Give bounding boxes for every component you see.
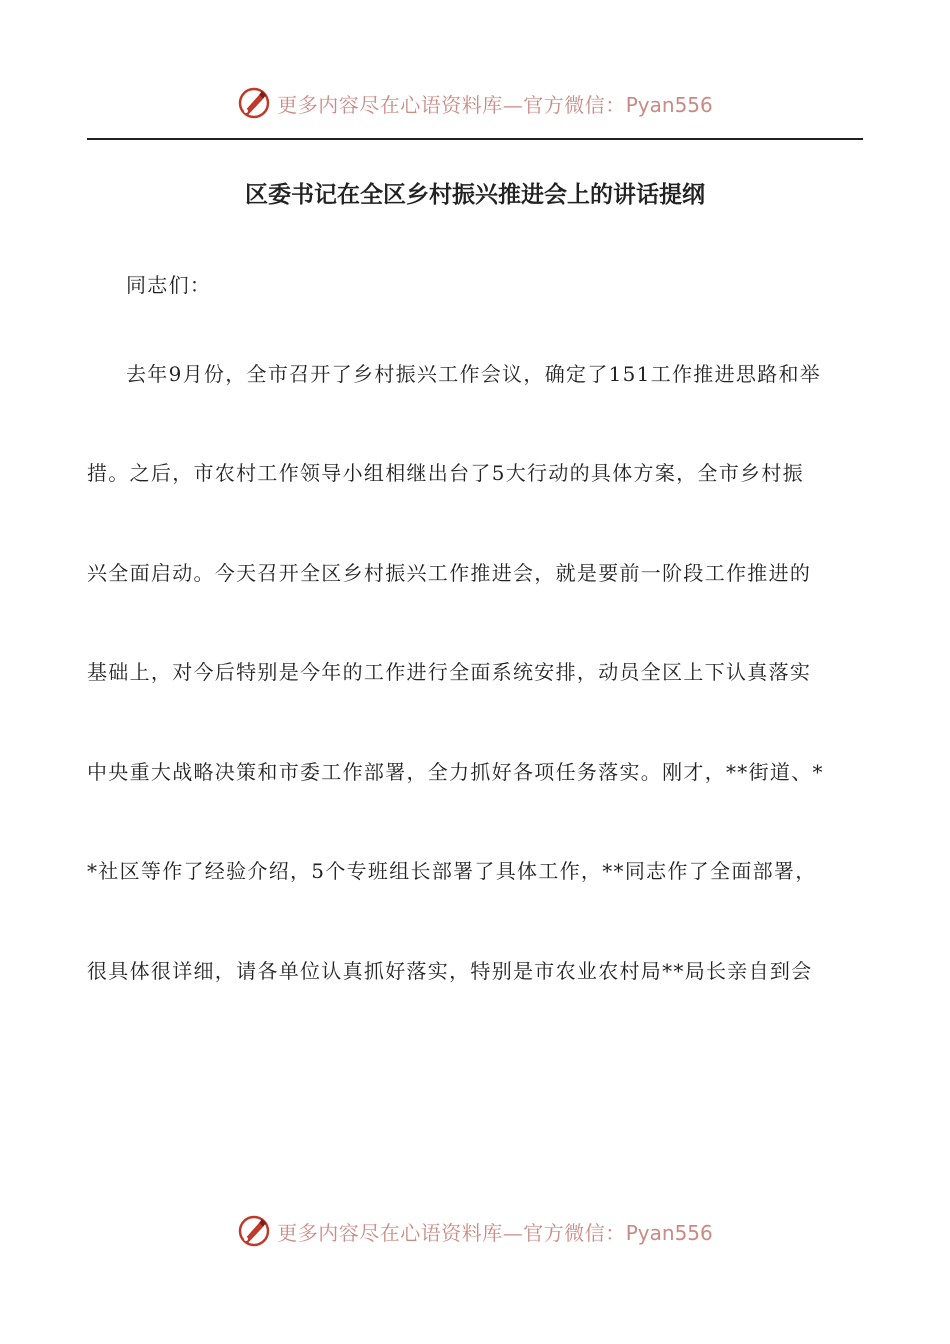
watermark-text	[277, 89, 713, 118]
document-title: 区委书记在全区乡村振兴推进会上的讲话提纲	[245, 181, 705, 208]
watermark-wechat-id: Pyan556	[625, 92, 713, 117]
body-line-6: *社区等作了经验介绍，5个专班组长部署了具体工作，**同志作了全面部署，	[87, 859, 817, 883]
body-line-4: 基础上，对今后特别是今年的工作进行全面系统安排，动员全区上下认真落实	[87, 660, 812, 684]
body-line-5: 中央重大战略决策和市委工作部署，全力抓好各项任务落实。刚才，**街道、*	[87, 760, 824, 784]
pen-logo-icon	[237, 86, 271, 120]
body-line-3: 兴全面启动。今天召开全区乡村振兴工作推进会，就是要前一阶段工作推进的	[87, 561, 812, 585]
watermark-text	[277, 1217, 713, 1246]
header-watermark	[0, 83, 950, 123]
watermark-tail: 官方微信：	[523, 1220, 626, 1245]
pen-logo-icon	[237, 1214, 271, 1248]
watermark-main: 更多内容尽在心语资料库	[277, 1220, 503, 1245]
watermark-main: 更多内容尽在心语资料库	[277, 92, 503, 117]
salutation: 同志们：	[126, 273, 212, 297]
footer-watermark	[0, 1211, 950, 1251]
watermark-tail: 官方微信：	[523, 92, 626, 117]
body-line-2: 措。之后，市农村工作领导小组相继出台了5大行动的具体方案，全市乡村振	[87, 461, 804, 485]
header-divider	[87, 138, 863, 140]
body-line-1: 去年9月份，全市召开了乡村振兴工作会议，确定了151工作推进思路和举	[126, 362, 822, 386]
watermark-wechat-id: Pyan556	[625, 1220, 713, 1245]
watermark-separator: —	[502, 92, 524, 117]
body-line-7: 很具体很详细，请各单位认真抓好落实，特别是市农业农村局**局长亲自到会	[87, 959, 813, 983]
watermark-separator: —	[502, 1220, 524, 1245]
